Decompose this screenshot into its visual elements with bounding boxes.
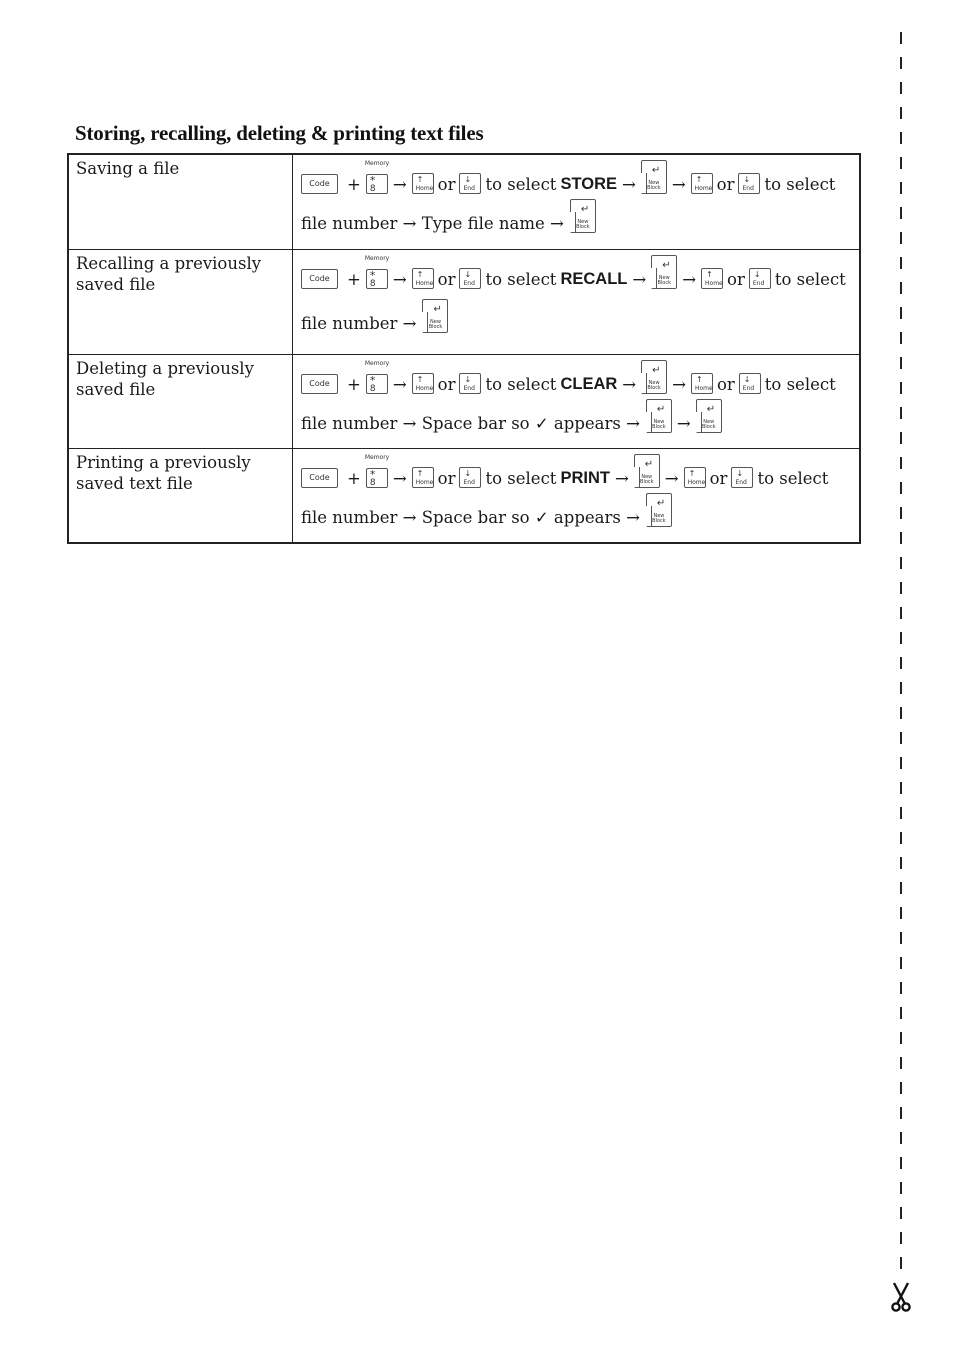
arrow-icon: → (676, 413, 691, 433)
end-key-icon: ↓ End (738, 173, 760, 194)
arrow-icon: → (682, 269, 697, 289)
or-text: or (709, 468, 728, 488)
table-row (68, 354, 860, 448)
code-key-icon: Code (301, 374, 338, 394)
enter-key-icon: ↵ New Block (696, 399, 722, 433)
arrow-icon: → (632, 269, 647, 289)
command-name: CLEAR (560, 374, 618, 393)
end-key-icon: ↓ End (731, 467, 753, 488)
or-text: or (437, 269, 456, 289)
or-text: or (437, 374, 456, 394)
code-key-icon: Code (301, 468, 338, 488)
enter-key-icon: ↵ New Block (634, 454, 660, 488)
key-table (67, 153, 861, 544)
home-key-icon: ↑ Home (412, 467, 434, 488)
arrow-icon: → (672, 374, 686, 394)
step-line-1 (301, 452, 859, 488)
step-line-2 (301, 297, 859, 333)
row-steps (293, 249, 861, 354)
enter-key-icon: ↵ New Block (646, 399, 672, 433)
row-steps (293, 448, 861, 543)
to-select-text: to select (764, 374, 836, 394)
to-select-text: to select (485, 269, 557, 289)
step-text: file number → Type file name → (301, 214, 564, 233)
code-key-icon: Code (301, 174, 338, 194)
home-key-icon: ↑ Home (412, 268, 434, 289)
memory-8-key-icon: Memory * 8 (364, 359, 390, 394)
memory-8-key-icon: Memory * 8 (364, 254, 390, 289)
dashed-cut-line (900, 32, 902, 1270)
enter-key-icon: ↵ New Block (641, 360, 667, 394)
end-key-icon: ↓ End (459, 173, 481, 194)
step-text: file number → Space bar so ✓ appears → (301, 413, 640, 433)
home-key-icon: ↑ Home (691, 373, 713, 394)
plus-sign: + (347, 175, 361, 194)
to-select-text: to select (485, 468, 557, 488)
arrow-icon: → (671, 175, 686, 194)
to-select-text: to select (774, 269, 846, 289)
step-line-1 (301, 158, 859, 194)
table-row (68, 249, 860, 354)
home-key-icon: ↑ Home (691, 173, 713, 194)
arrow-icon: → (392, 175, 407, 194)
enter-key-icon: ↵ New Block (570, 199, 596, 233)
end-key-icon: ↓ End (459, 268, 481, 289)
or-text: or (727, 269, 745, 289)
arrow-icon: → (392, 468, 407, 488)
home-key-icon: ↑ Home (412, 373, 434, 394)
scissors-icon (889, 1281, 913, 1313)
table-row (68, 154, 860, 249)
home-key-icon: ↑ Home (412, 173, 434, 194)
plus-sign: + (347, 269, 361, 289)
plus-sign: + (347, 374, 361, 394)
arrow-icon: → (392, 269, 407, 289)
arrow-icon: → (664, 468, 679, 488)
memory-8-key-icon: Memory * 8 (364, 453, 390, 488)
row-label: Saving a file (68, 154, 293, 249)
command-name: RECALL (560, 269, 628, 288)
enter-key-icon: ↵ New Block (651, 255, 677, 289)
arrow-icon: → (392, 374, 407, 394)
row-label: Printing a previously saved text file (68, 448, 293, 543)
arrow-icon: → (622, 175, 636, 194)
plus-sign: + (347, 468, 361, 488)
step-line-1 (301, 253, 859, 289)
table-row (68, 448, 860, 543)
arrow-icon: → (614, 468, 629, 488)
arrow-icon: → (622, 374, 637, 394)
step-line-2 (301, 197, 859, 233)
row-label: Deleting a previously saved file (68, 354, 293, 448)
row-label: Recalling a previously saved file (68, 249, 293, 354)
enter-key-icon: ↵ New Block (422, 299, 448, 333)
or-text: or (437, 175, 456, 194)
memory-8-key-icon: Memory * 8 (364, 160, 390, 194)
page-title: Storing, recalling, deleting & printing text files (75, 121, 484, 145)
to-select-text: to select (764, 175, 836, 194)
to-select-text: to select (485, 374, 557, 394)
step-text: file number → Space bar so ✓ appears → (301, 507, 640, 527)
to-select-text: to select (757, 468, 829, 488)
or-text: or (716, 374, 735, 394)
step-line-1 (301, 358, 859, 394)
enter-key-icon: ↵ New Block (646, 493, 672, 527)
end-key-icon: ↓ End (459, 467, 481, 488)
enter-key-icon: ↵ New Block (641, 160, 667, 194)
or-text: or (716, 175, 735, 194)
command-name: STORE (560, 175, 617, 193)
row-steps (293, 154, 861, 249)
step-text: file number → (301, 313, 417, 333)
end-key-icon: ↓ End (749, 268, 771, 289)
home-key-icon: ↑ Home (684, 467, 706, 488)
command-name: PRINT (560, 468, 610, 487)
step-line-2 (301, 397, 859, 433)
end-key-icon: ↓ End (739, 373, 761, 394)
or-text: or (437, 468, 456, 488)
to-select-text: to select (485, 175, 557, 194)
end-key-icon: ↓ End (459, 373, 481, 394)
row-steps (293, 354, 861, 448)
home-key-icon: ↑ Home (701, 268, 723, 289)
code-key-icon: Code (301, 269, 338, 289)
step-line-2 (301, 491, 859, 527)
